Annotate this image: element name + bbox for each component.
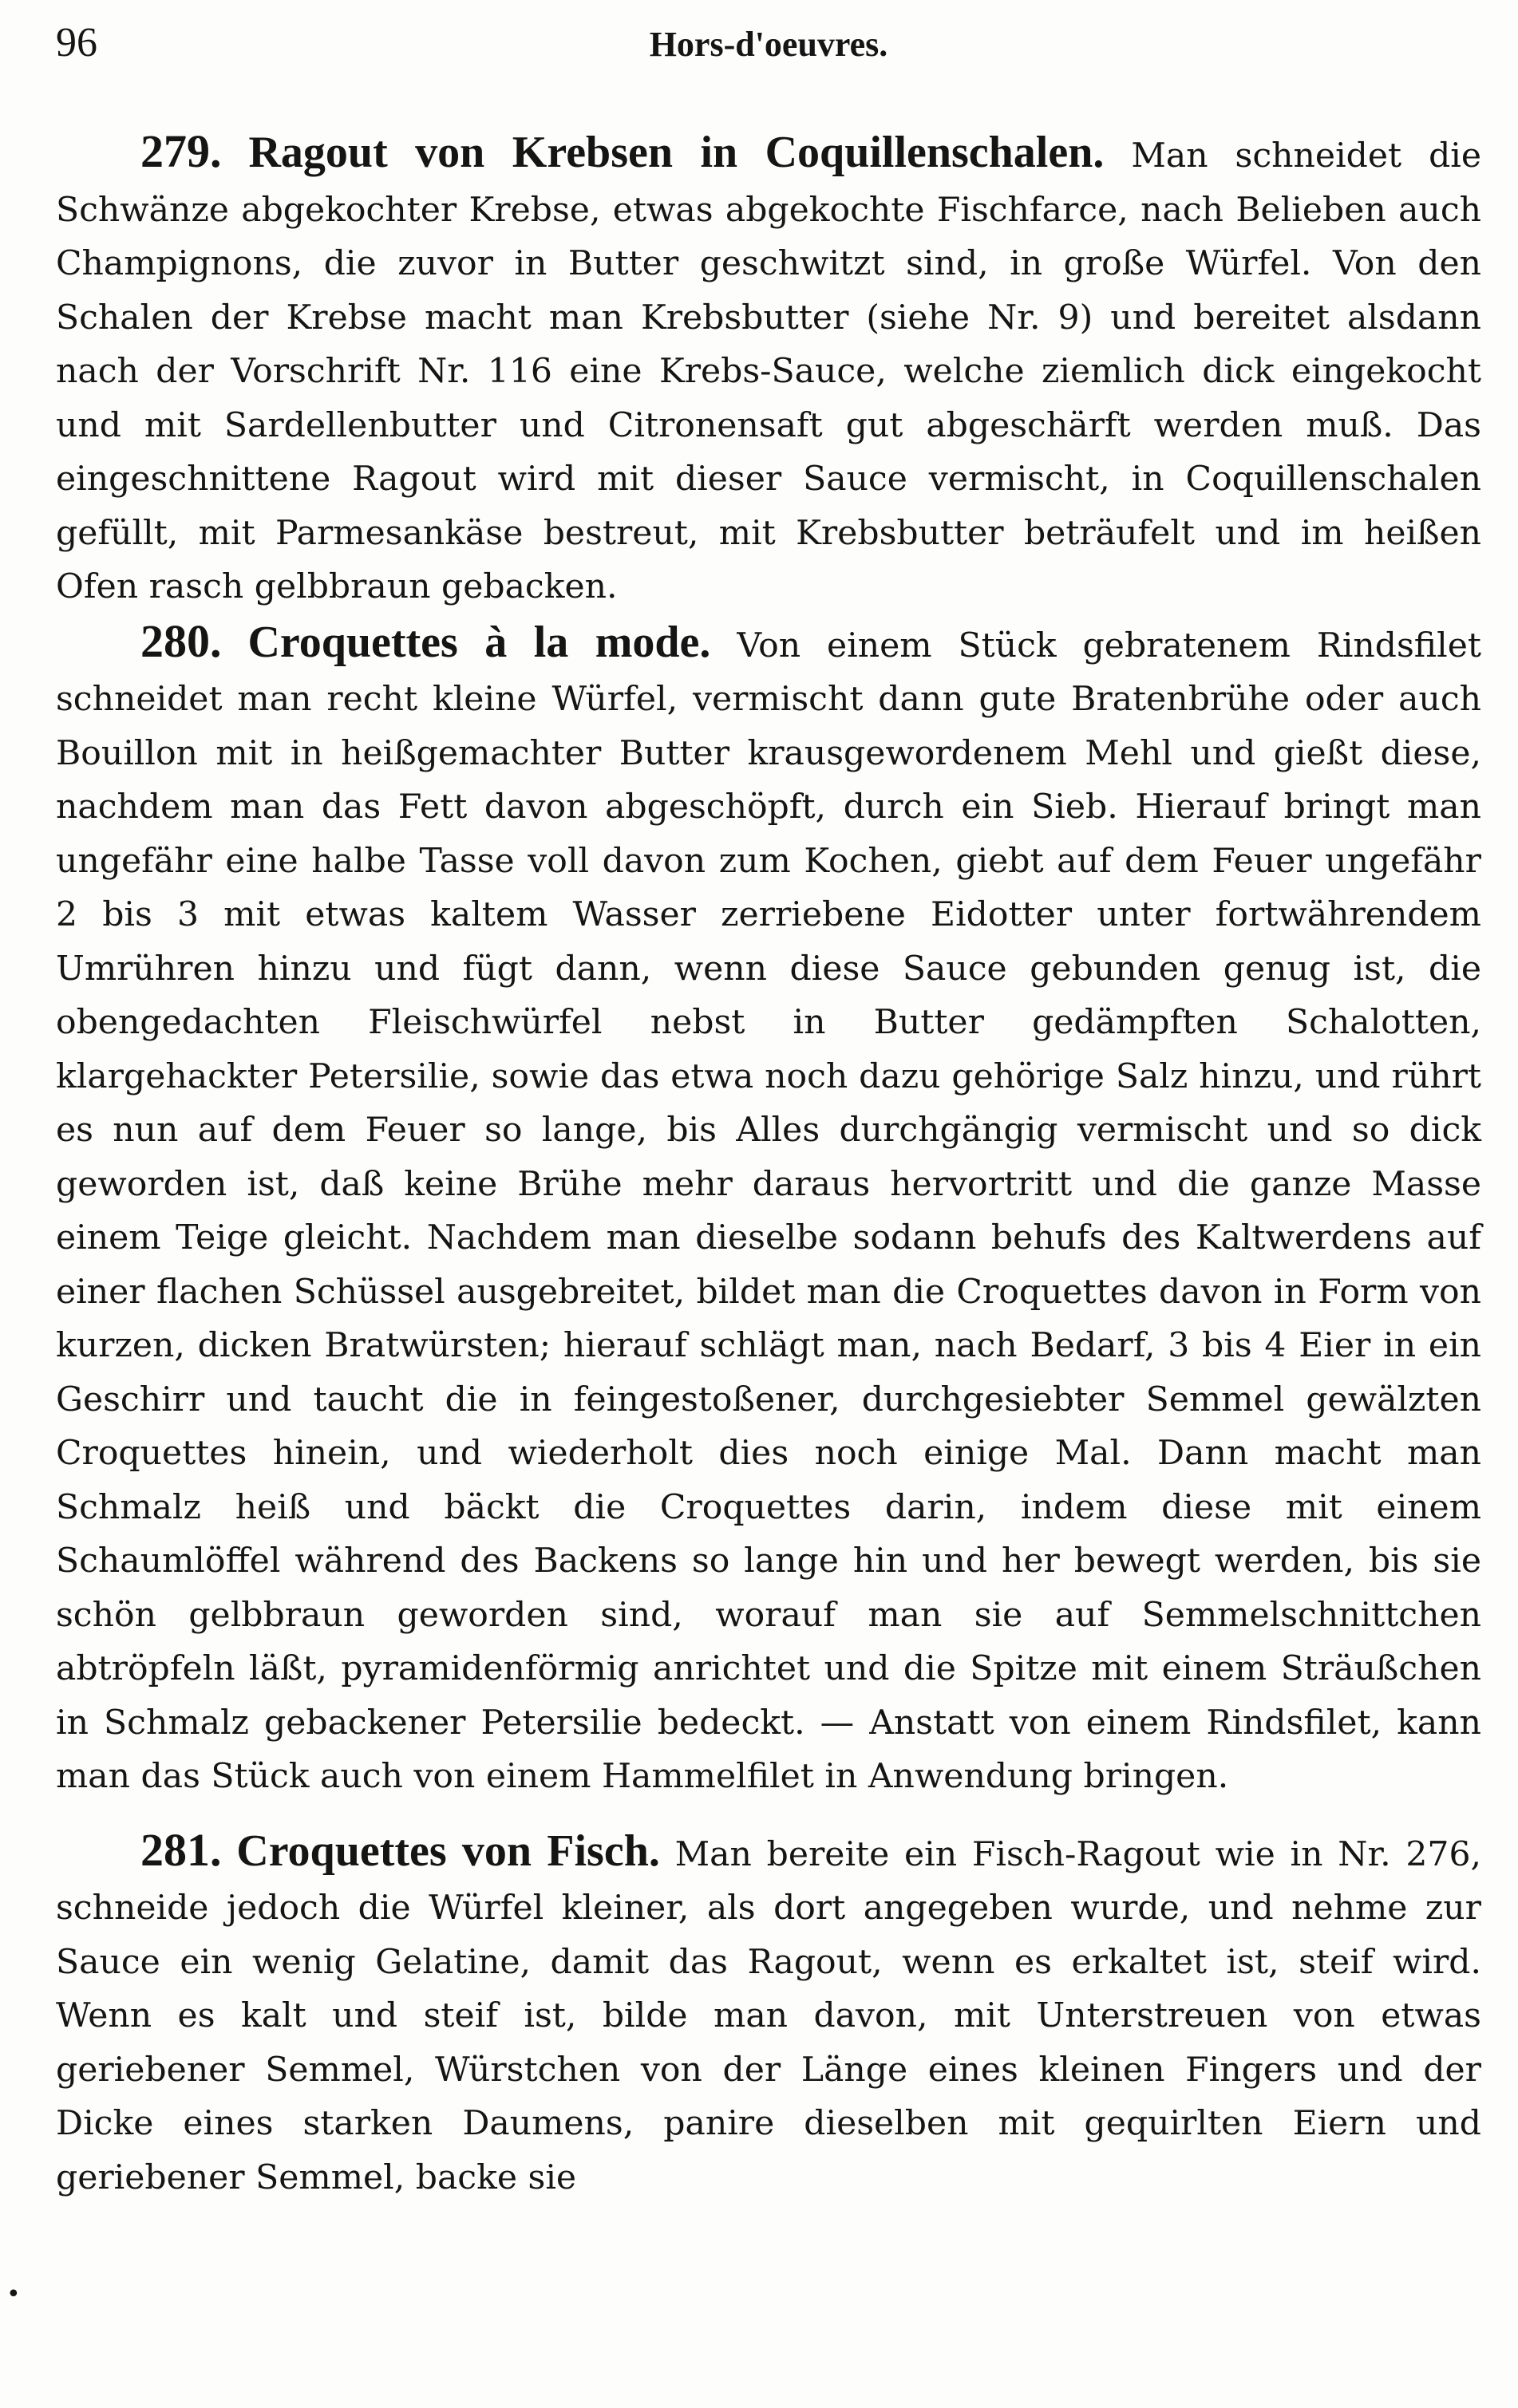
recipe-text: Von einem Stück gebratenem Rindsfilet schneidet man recht kleine Würfel, vermischt dann gute Bratenbrühe oder auch Bouillon mit in heißgemachter Butter krausgewordenem Mehl und gießt diese, nachdem man das Fett davon abgeschöpft, durch ein Sieb. Hierauf bringt man ungefähr eine halbe Tasse voll davon zum Kochen, giebt auf dem Feuer ungefähr 2 bis 3 mit etwas kaltem Wasser zerriebene Eidotter unter fortwährendem Umrühren hinzu und fügt dann, wenn diese Sauce gebunden genug ist, die obengedachten Fleischwürfel nebst in Butter gedämpften Schalotten, klargehackter Petersilie, sowie das etwa noch dazu gehörige Salz hinzu, und rührt es nun auf dem Feuer so lange, bis Alles durchgängig vermischt und so dick geworden ist, daß keine Brühe mehr daraus hervortritt und die ganze Masse einem Teige gleicht. Nachdem man dieselbe sodann behufs des Kaltwerdens auf einer flachen Schüssel ausgebreitet, bildet man die Croquettes davon in Form von kurzen, dicken Bratwürsten; hierauf schlägt man, nach Bedarf, 3 bis 4 Eier in ein Geschirr und taucht die in feingestoßener, durchgesiebter Semmel gewälzten Croquettes hinein, und wiederholt dies noch einige Mal. Dann macht man Schmalz heiß und bäckt die Croquettes darin, indem diese mit einem Schaumlöffel während des Backens so lange hin und her bewegt werden, bis sie schön gelbbraun geworden sind, worauf man sie auf Semmelschnittchen abtröpfeln läßt, pyramidenförmig anrichtet und die Spitze mit einem Sträußchen in Schmalz gebackener Petersilie bedeckt. — Anstatt von einem Rindsfilet, kann man das Stück auch von einem Hammelfilet in Anwendung bringen. [56, 626, 1481, 1796]
page-number: 96 [56, 20, 97, 65]
page-header [56, 19, 1481, 83]
margin-mark: • [6, 2280, 21, 2308]
recipe-title: Croquettes à la mode. [247, 617, 711, 667]
recipe-number: 281. [140, 1823, 222, 1876]
recipe-title: Ragout von Krebsen in Coquillenschalen. [248, 128, 1105, 177]
recipe-281 [56, 1823, 1481, 2205]
recipe-text: Man schneidet die Schwänze abgekochter Krebse, etwas abgekochte Fischfarce, nach Belieben auch Champignons, die zuvor in Butter geschwitzt sind, in große Würfel. Von den Schalen der Krebse macht man Krebsbutter (siehe Nr. 9) und bereitet alsdann nach der Vorschrift Nr. 116 eine Krebs-Sauce, welche ziemlich dick eingekocht und mit Sardellenbutter und Citronensaft gut abgeschärft werden muß. Das eingeschnittene Ragout wird mit dieser Sauce vermischt, in Coquillenschalen gefüllt, mit Parmesankäse bestreut, mit Krebsbutter beträufelt und im heißen Ofen rasch gelbbraun gebacken. [56, 136, 1482, 606]
recipe-number: 280. [140, 614, 222, 667]
recipe-280 [56, 614, 1481, 1804]
recipe-title: Croquettes von Fisch. [236, 1826, 660, 1876]
recipe-279 [56, 124, 1481, 614]
recipe-text: Man bereite ein Fisch-Ragout wie in Nr. 276, schneide jedoch die Würfel kleiner, als dort angegeben wurde, und nehme zur Sauce ein wenig Gelatine, damit das Ragout, wenn es erkaltet ist, steif wird. Wenn es kalt und steif ist, bilde man davon, mit Unterstreuen von etwas geriebener Semmel, Würstchen von der Länge eines kleinen Fingers und der Dicke eines starken Daumens, panire dieselben mit gequirlten Eiern und geriebener Semmel, backe sie [56, 1834, 1481, 2197]
recipe-number: 279. [140, 125, 222, 177]
running-head: Hors-d'oeuvres. [649, 25, 888, 64]
